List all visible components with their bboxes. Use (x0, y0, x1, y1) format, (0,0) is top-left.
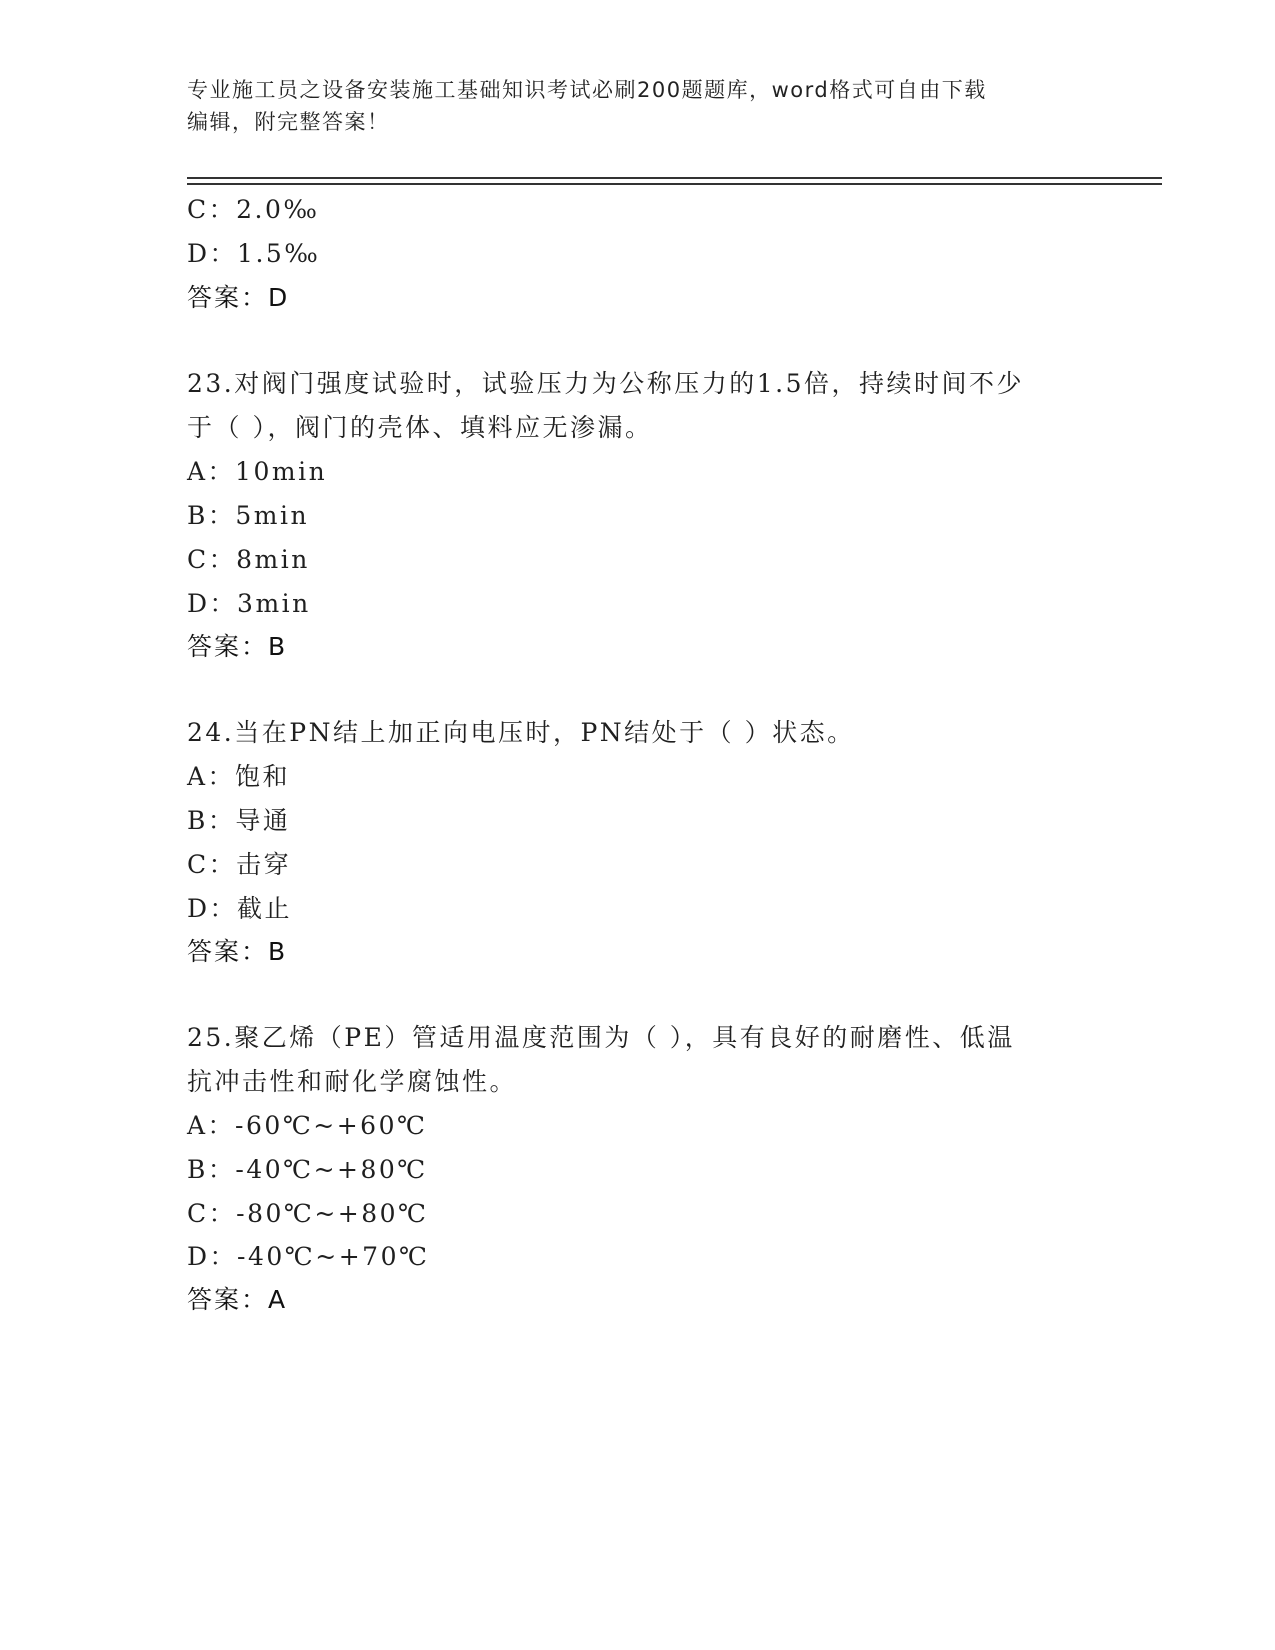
header-divider-bottom (187, 183, 1162, 185)
q23-option-a: A：10min (187, 457, 328, 486)
q23-option-b: B：5min (187, 501, 310, 530)
header-title-line-1: 专业施工员之设备安装施工基础知识考试必刷200题题库，word格式可自由下载 (187, 78, 987, 102)
q24-option-b: B：导通 (187, 806, 291, 835)
header-divider-top (187, 177, 1162, 179)
q25-option-d: D：-40℃~+70℃ (187, 1242, 430, 1271)
q25-option-c: C：-80℃~+80℃ (187, 1199, 429, 1228)
q25-answer: 答案：A (187, 1285, 288, 1314)
q24-option-a: A：饱和 (187, 762, 291, 791)
q22-answer: 答案：D (187, 283, 290, 312)
q23-answer: 答案：B (187, 632, 288, 661)
q23-stem-line-2: 于（ ），阀门的壳体、填料应无渗漏。 (187, 413, 653, 442)
q22-option-d: D：1.5‰ (187, 239, 321, 268)
q25-stem-line-1: 25.聚乙烯（PE）管适用温度范围为（ ），具有良好的耐磨性、低温 (187, 1023, 1015, 1052)
q22-option-c: C：2.0‰ (187, 195, 320, 224)
q25-option-b: B：-40℃~+80℃ (187, 1155, 428, 1184)
header-title-line-2: 编辑，附完整答案！ (187, 110, 390, 134)
q25-option-a: A：-60℃~+60℃ (187, 1111, 428, 1140)
q24-option-d: D：截止 (187, 894, 293, 923)
q23-option-c: C：8min (187, 545, 310, 574)
q23-option-d: D：3min (187, 589, 311, 618)
q24-answer: 答案：B (187, 937, 288, 966)
q23-stem-line-1: 23.对阀门强度试验时，试验压力为公称压力的1.5倍，持续时间不少 (187, 369, 1025, 398)
q24-option-c: C：击穿 (187, 850, 292, 879)
q25-stem-line-2: 抗冲击性和耐化学腐蚀性。 (187, 1067, 518, 1096)
q24-stem-line-1: 24.当在PN结上加正向电压时，PN结处于（ ）状态。 (187, 718, 855, 747)
document-header (187, 74, 1087, 138)
